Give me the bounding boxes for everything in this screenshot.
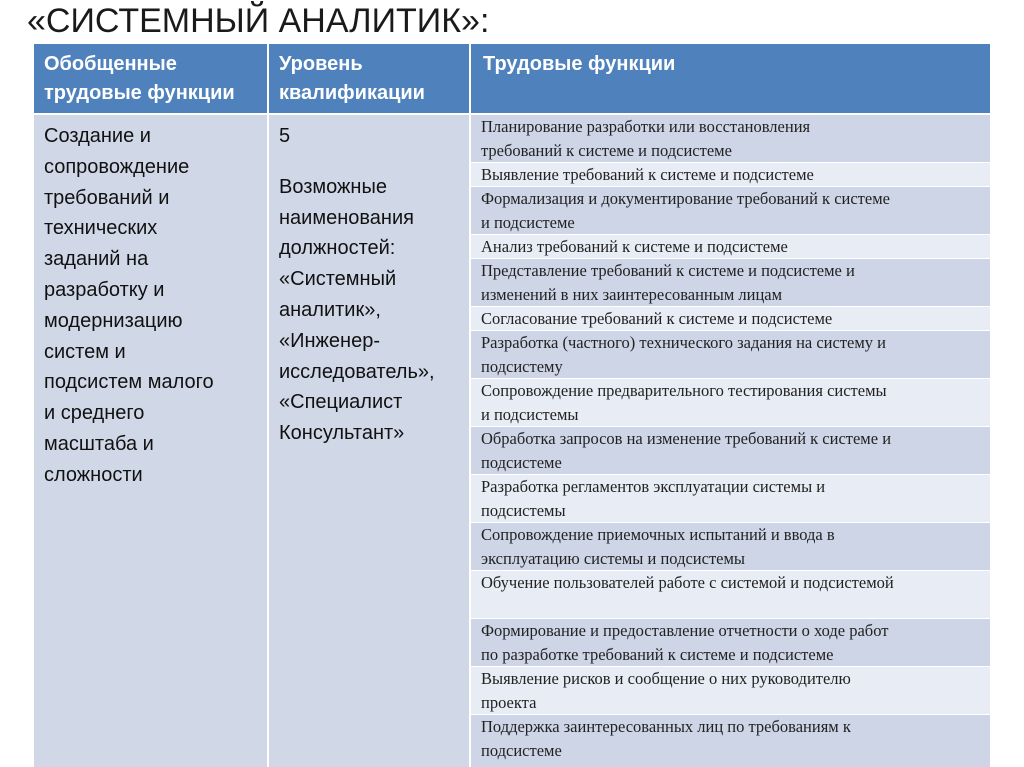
cell-line: подсистем малого — [44, 371, 214, 394]
labor-function-item — [471, 235, 990, 258]
cell-line: сложности — [44, 463, 143, 486]
task-line: и подсистемы — [481, 405, 579, 424]
task-line: Формирование и предоставление отчетности о ходе работ — [481, 621, 889, 640]
task-line: подсистеме — [481, 741, 562, 760]
task-line: Анализ требований к системе и подсистеме — [481, 237, 788, 256]
task-line: подсистему — [481, 357, 563, 376]
labor-function-item — [471, 331, 990, 378]
task-line: подсистемы — [481, 501, 566, 520]
cell-line: «Инженер- — [279, 329, 380, 352]
task-line: эксплуатацию системы и подсистемы — [481, 549, 746, 568]
cell-line: должностей: — [279, 237, 396, 260]
task-line: Сопровождение предварительного тестирования системы — [481, 381, 887, 400]
task-line: Разработка (частного) технического задания на систему и — [481, 333, 887, 352]
task-line: Выявление рисков и сообщение о них руководителю — [481, 669, 851, 688]
task-line: Обработка запросов на изменение требований к системе и — [481, 429, 892, 448]
header-line: Уровень — [279, 53, 363, 75]
cell-line: исследователь», — [279, 360, 435, 383]
header-line: Обобщенные — [44, 53, 177, 75]
labor-function-item — [471, 163, 990, 186]
cell-line: Возможные — [279, 175, 387, 198]
task-line: требований к системе и подсистеме — [481, 141, 732, 160]
task-line: Планирование разработки или восстановления — [481, 117, 811, 136]
labor-function-item — [471, 571, 990, 618]
header-qualification-level — [269, 44, 469, 113]
task-line: подсистеме — [481, 453, 562, 472]
labor-function-item — [471, 187, 990, 234]
task-line: Сопровождение приемочных испытаний и ввода в — [481, 525, 835, 544]
cell-line: «Специалист — [279, 391, 403, 414]
qualification-level: 5 — [279, 125, 291, 147]
labor-function-item — [471, 715, 990, 767]
labor-function-item — [471, 667, 990, 714]
cell-line: и среднего — [44, 402, 145, 425]
header-line: квалификации — [279, 82, 425, 104]
labor-function-item — [471, 427, 990, 474]
cell-line: аналитик», — [279, 298, 381, 321]
cell-line: модернизацию — [44, 309, 183, 332]
task-line: Разработка регламентов эксплуатации системы и — [481, 477, 826, 496]
task-line: Согласование требований к системе и подсистеме — [481, 309, 833, 328]
cell-line: технических — [44, 217, 158, 240]
cell-line: Создание и — [44, 125, 151, 147]
header-line: трудовые функции — [44, 82, 235, 104]
page-title: «СИСТЕМНЫЙ АНАЛИТИК»: — [27, 2, 490, 40]
task-line: и подсистеме — [481, 213, 575, 232]
cell-line: заданий на — [44, 248, 149, 271]
cell-line: сопровождение — [44, 155, 190, 178]
task-line: Поддержка заинтересованных лиц по требованиям к — [481, 717, 851, 736]
cell-line: «Системный — [279, 268, 397, 291]
generalized-function-cell — [34, 115, 267, 767]
cell-line: Консультант» — [279, 422, 405, 445]
cell-line: систем и — [44, 340, 126, 363]
cell-line: требований и — [44, 186, 170, 209]
cell-line: масштаба и — [44, 432, 154, 455]
labor-function-item — [471, 523, 990, 570]
labor-function-item — [471, 475, 990, 522]
task-line: проекта — [481, 693, 537, 712]
header-line: Трудовые функции — [483, 53, 676, 75]
qualification-cell — [269, 115, 469, 767]
task-line: по разработке требований к системе и подсистеме — [481, 645, 834, 664]
cell-line: наименования — [279, 206, 414, 229]
competency-table — [34, 44, 990, 767]
labor-function-item — [471, 115, 990, 162]
labor-function-item — [471, 379, 990, 426]
header-labor-functions — [471, 44, 990, 113]
task-line: Выявление требований к системе и подсистеме — [481, 165, 814, 184]
labor-function-item — [471, 259, 990, 306]
cell-line: разработку и — [44, 278, 165, 301]
task-line: Обучение пользователей работе с системой и подсистемой — [481, 573, 894, 592]
labor-function-item — [471, 307, 990, 330]
task-line: изменений в них заинтересованным лицам — [481, 285, 783, 304]
task-line: Представление требований к системе и подсистеме и — [481, 261, 855, 280]
header-generalized-functions — [34, 44, 267, 113]
labor-function-item — [471, 619, 990, 666]
task-line: Формализация и документирование требований к системе — [481, 189, 890, 208]
